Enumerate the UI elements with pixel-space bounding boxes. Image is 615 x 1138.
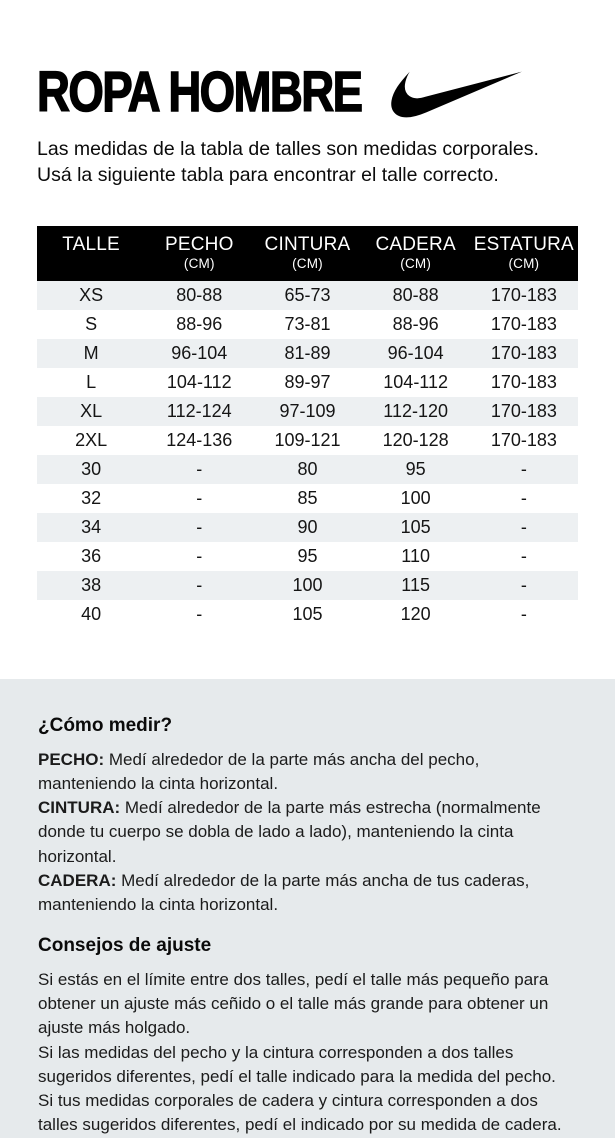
- size-table-body: [37, 281, 578, 629]
- table-cell: 109-121: [274, 429, 341, 450]
- table-cell: -: [520, 458, 527, 479]
- table-cell: 120-128: [382, 429, 449, 450]
- measurement-info-panel: [0, 679, 615, 1138]
- table-cell: 100: [292, 574, 323, 595]
- table-row: [37, 455, 578, 484]
- table-cell: 120: [400, 603, 431, 624]
- table-cell: XS: [79, 284, 104, 305]
- table-row: [37, 600, 578, 629]
- table-cell: -: [196, 487, 203, 508]
- column-header: [470, 226, 578, 281]
- table-cell: 112-120: [383, 400, 449, 421]
- table-cell: 170-183: [490, 429, 557, 450]
- table-cell: -: [196, 603, 203, 624]
- table-cell: 170-183: [490, 371, 557, 392]
- table-cell: -: [520, 603, 527, 624]
- table-cell: 112-124: [166, 400, 232, 421]
- table-cell: 80-88: [176, 284, 223, 305]
- table-cell: 34: [81, 516, 102, 537]
- column-label: CINTURA: [264, 233, 351, 255]
- column-header: [253, 226, 361, 281]
- table-cell: 40: [81, 603, 102, 624]
- table-row: [37, 281, 578, 310]
- table-row: [37, 368, 578, 397]
- page-title: ROPA HOMBRE: [37, 60, 362, 124]
- table-cell: 96-104: [387, 342, 444, 363]
- table-cell: 105: [400, 516, 431, 537]
- table-cell: 97-109: [279, 400, 336, 421]
- measure-item: CADERA: Medí alrededor de la parte más ancha de tus caderas, manteniendo la cinta horizontal.: [38, 871, 530, 915]
- table-cell: 90: [297, 516, 318, 537]
- table-cell: 73-81: [284, 313, 331, 334]
- table-row: [37, 426, 578, 455]
- intro-line-1: Las medidas de la tabla de talles son medidas corporales.: [37, 138, 539, 160]
- measure-item: CINTURA: Medí alrededor de la parte más estrecha (normalmente donde tu cuerpo se dobla de lado a lado), manteniendo la cinta horizontal.: [38, 798, 541, 866]
- page-header: [0, 0, 615, 189]
- column-unit: (CM): [508, 255, 540, 271]
- table-cell: -: [520, 516, 527, 537]
- intro-line-2: Usá la siguiente tabla para encontrar el talle correcto.: [37, 163, 499, 186]
- fit-tip: Si tus medidas corporales de cadera y cintura corresponden a dos talles sugeridos diferentes, pedí el indicado por su medida de cadera.: [38, 1091, 562, 1135]
- table-cell: XL: [80, 400, 103, 421]
- measure-term: PECHO:: [38, 749, 109, 769]
- table-cell: -: [520, 545, 527, 566]
- table-cell: 110: [401, 545, 430, 566]
- table-cell: 80: [297, 458, 318, 479]
- fit-tip: Si las medidas del pecho y la cintura corresponden a dos talles sugeridos diferentes, pedí el talle indicado para la medida del pecho.: [38, 1042, 556, 1086]
- table-row: [37, 310, 578, 339]
- table-cell: -: [520, 487, 527, 508]
- table-cell: 65-73: [284, 284, 331, 305]
- table-cell: 170-183: [490, 284, 557, 305]
- column-label: ESTATURA: [473, 233, 574, 255]
- column-header: [362, 226, 470, 281]
- measure-term: CADERA:: [38, 871, 122, 891]
- nike-swoosh-icon: [391, 64, 523, 125]
- table-row: [37, 397, 578, 426]
- table-cell: -: [196, 545, 203, 566]
- table-cell: 85: [297, 487, 318, 508]
- size-table-header: [37, 226, 578, 281]
- table-cell: 170-183: [490, 400, 557, 421]
- fit-tips-list: [38, 968, 577, 1138]
- table-cell: S: [85, 313, 98, 334]
- column-label: TALLE: [62, 233, 120, 255]
- column-label: CADERA: [375, 233, 456, 255]
- table-cell: 81-89: [284, 342, 331, 363]
- table-cell: L: [86, 371, 97, 392]
- table-row: [37, 513, 578, 542]
- table-row: [37, 542, 578, 571]
- title-row: [37, 60, 578, 125]
- table-cell: 80-88: [392, 284, 439, 305]
- table-cell: 104-112: [166, 371, 232, 392]
- table-cell: 105: [292, 603, 323, 624]
- table-cell: 38: [81, 574, 102, 595]
- table-cell: -: [196, 516, 203, 537]
- measure-term: CINTURA:: [38, 798, 125, 818]
- table-cell: -: [196, 574, 203, 595]
- table-cell: 124-136: [166, 429, 233, 450]
- table-cell: 95: [405, 458, 426, 479]
- table-row: [37, 339, 578, 368]
- table-cell: 30: [81, 458, 102, 479]
- table-row: [37, 484, 578, 513]
- table-row: [37, 571, 578, 600]
- intro-text: [37, 137, 578, 189]
- table-cell: 170-183: [490, 313, 557, 334]
- table-cell: M: [83, 342, 99, 363]
- table-cell: 104-112: [383, 371, 449, 392]
- how-to-measure-heading: ¿Cómo medir?: [38, 714, 173, 736]
- table-cell: 170-183: [490, 342, 557, 363]
- fit-tip: Si estás en el límite entre dos talles, pedí el talle más pequeño para obtener un ajuste más ceñido o el talle más grande para obtener un ajuste más holgado.: [38, 969, 549, 1038]
- size-table: [37, 226, 578, 629]
- size-table-header-row: [37, 226, 578, 281]
- column-header: [145, 226, 253, 281]
- table-cell: 95: [297, 545, 318, 566]
- how-to-measure-list: [38, 748, 577, 918]
- table-cell: 100: [400, 487, 431, 508]
- table-cell: 89-97: [284, 371, 331, 392]
- table-cell: -: [196, 458, 203, 479]
- fit-tips-heading: Consejos de ajuste: [38, 934, 212, 956]
- table-cell: 88-96: [176, 313, 223, 334]
- table-cell: 115: [401, 574, 430, 595]
- table-cell: 32: [81, 487, 102, 508]
- table-cell: 36: [81, 545, 102, 566]
- measure-item: PECHO: Medí alrededor de la parte más ancha del pecho, manteniendo la cinta horizontal.: [38, 749, 480, 793]
- column-label: PECHO: [164, 233, 234, 255]
- table-cell: 88-96: [392, 313, 439, 334]
- column-unit: (CM): [400, 255, 432, 271]
- column-unit: (CM): [292, 255, 323, 271]
- table-cell: -: [520, 574, 527, 595]
- table-cell: 2XL: [75, 429, 108, 450]
- column-header: [37, 226, 145, 281]
- table-cell: 96-104: [171, 342, 228, 363]
- column-unit: (CM): [183, 255, 215, 271]
